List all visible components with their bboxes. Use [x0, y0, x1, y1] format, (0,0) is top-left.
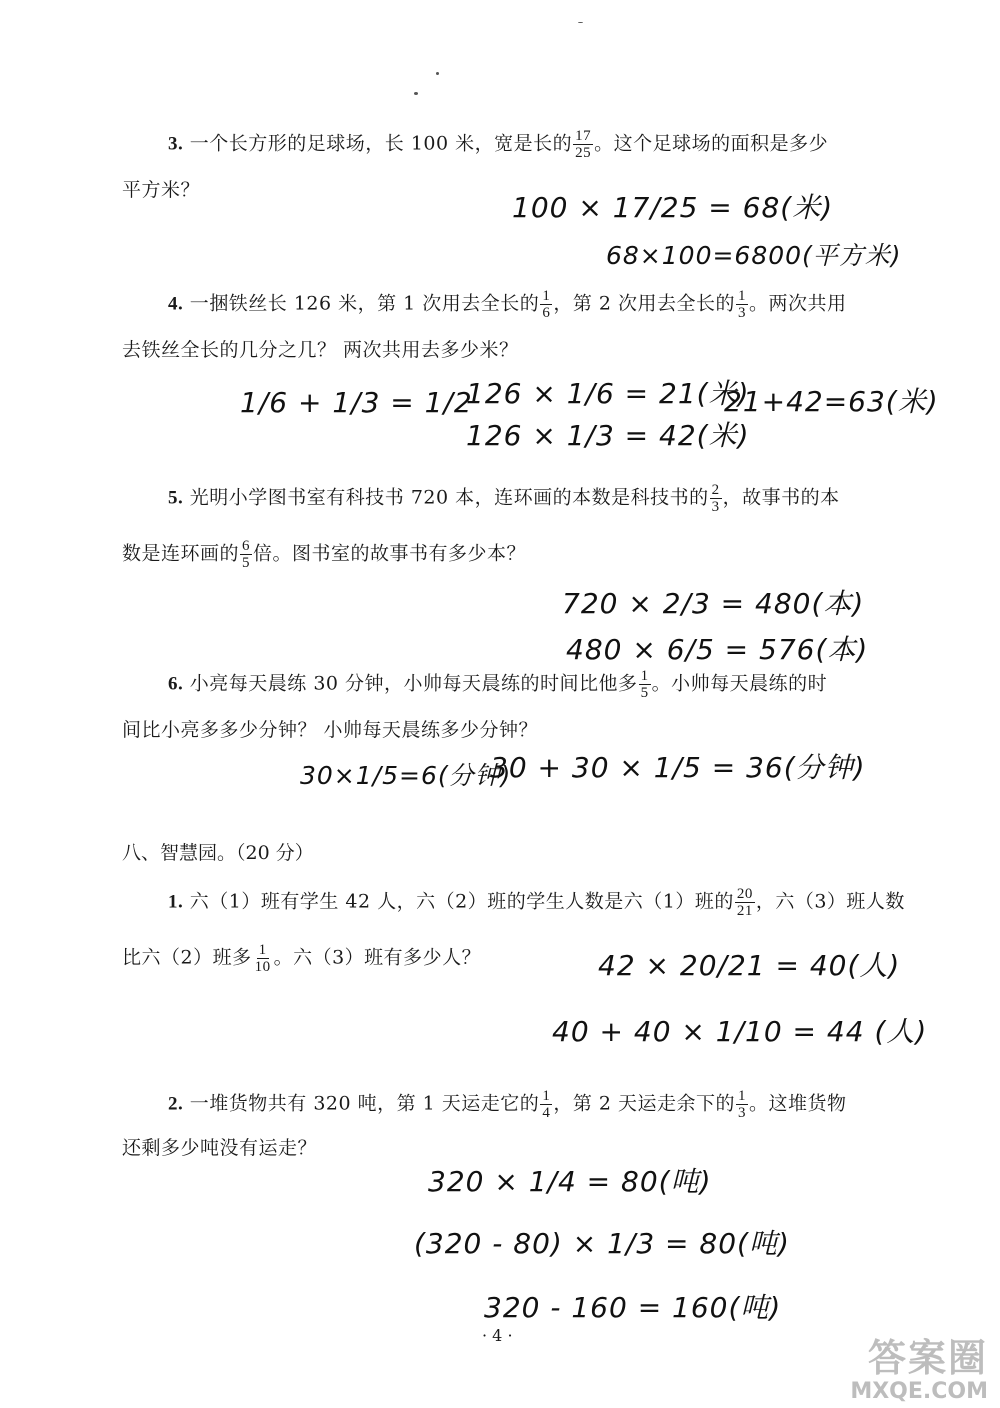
- question-number: 5.: [168, 487, 184, 509]
- handwritten-answer: 100 × 17/25 = 68(米): [512, 191, 834, 224]
- handwritten-answer: 42 × 20/21 = 40(人): [598, 949, 901, 982]
- question-text: 一堆货物共有 320 吨，第 1 天运走它的: [189, 1092, 540, 1115]
- s8q2-line-1: [168, 1088, 847, 1121]
- handwritten-answer: 1/6 + 1/3 = 1/2: [240, 386, 473, 419]
- question-text: 六（1）班有学生 42 人，六（2）班的学生人数是六（1）班的: [189, 890, 734, 913]
- q6-line-2: 间比小亮多多少分钟？ 小帅每天晨练多少分钟？: [122, 719, 539, 741]
- fraction: $\frac{1}{5}$: [640, 668, 649, 701]
- s8q2-line-2: 还剩多少吨没有运走？: [122, 1137, 318, 1159]
- question-text: 倍。图书室的故事书有多少本？: [253, 542, 527, 565]
- fraction: $\frac{1}{10}$: [254, 942, 271, 975]
- question-text: 小亮每天晨练 30 分钟，小帅每天晨练的时间比他多: [189, 672, 638, 695]
- question-text: 。两次共用: [748, 292, 847, 315]
- question-text: ，第 2 次用去全长的: [553, 292, 735, 315]
- question-text: 。这个足球场的面积是多少: [594, 132, 829, 155]
- scan-speck: [578, 22, 583, 23]
- fraction: $\frac{1}{6}$: [542, 288, 551, 321]
- question-text: 。六（3）班有多少人？: [273, 946, 482, 969]
- handwritten-answer: 126 × 1/6 = 21(米): [466, 377, 750, 410]
- q5-line-1: [168, 482, 840, 515]
- question-text: 比六（2）班多: [122, 946, 252, 969]
- fraction: $\frac{1}{4}$: [542, 1088, 551, 1121]
- q4-line-2: 去铁丝全长的几分之几？ 两次共用去多少米？: [122, 339, 519, 361]
- question-number: 4.: [168, 293, 184, 315]
- q3-line-2: 平方米？: [122, 179, 201, 201]
- handwritten-answer: 320 × 1/4 = 80(吨): [428, 1165, 712, 1198]
- question-text: 光明小学图书室有科技书 720 本，连环画的本数是科技书的: [189, 486, 709, 509]
- handwritten-answer: 320 - 160 = 160(吨): [484, 1291, 782, 1324]
- handwritten-answer: 30 + 30 × 1/5 = 36(分钟): [490, 751, 866, 784]
- fraction: $\frac{17}{25}$: [575, 128, 592, 161]
- s8q1-line-1: [168, 886, 905, 919]
- handwritten-answer: 480 × 6/5 = 576(本): [566, 633, 869, 666]
- question-text: ，故事书的本: [722, 486, 840, 509]
- handwritten-answer: (320 - 80) × 1/3 = 80(吨): [414, 1227, 790, 1260]
- scan-speck: [414, 92, 418, 95]
- section-title: 八、智慧园。（20 分）: [122, 842, 314, 864]
- question-text: 。小帅每天晨练的时: [651, 672, 828, 695]
- fraction: $\frac{1}{3}$: [737, 288, 746, 321]
- question-text: ，第 2 天运走余下的: [553, 1092, 735, 1115]
- handwritten-answer: 720 × 2/3 = 480(本): [562, 587, 865, 620]
- question-number: 6.: [168, 673, 184, 695]
- q5-line-2: [122, 538, 526, 571]
- q6-line-1: [168, 668, 827, 701]
- q4-line-1: [168, 288, 847, 321]
- handwritten-answer: 30×1/5=6(分钟): [300, 761, 512, 790]
- fraction: $\frac{1}{3}$: [737, 1088, 746, 1121]
- watermark-url: MXQE.COM: [850, 1379, 988, 1404]
- page-number: · 4 ·: [482, 1326, 513, 1345]
- question-text: 数是连环画的: [122, 542, 240, 565]
- question-text: ，六（3）班人数: [755, 890, 905, 913]
- question-number: 2.: [168, 1093, 184, 1115]
- handwritten-answer: 126 × 1/3 = 42(米): [466, 419, 750, 452]
- question-text: 一捆铁丝长 126 米，第 1 次用去全长的: [189, 292, 540, 315]
- fraction: $\frac{2}{3}$: [711, 482, 720, 515]
- fraction: $\frac{20}{21}$: [736, 886, 753, 919]
- q3-line-1: [168, 128, 828, 161]
- scan-speck: [436, 72, 439, 75]
- handwritten-answer: 21+42=63(米): [724, 385, 939, 418]
- s8q1-line-2: [122, 942, 481, 975]
- watermark-brand: 答案圈: [867, 1336, 988, 1380]
- watermark-logo: [850, 1336, 988, 1404]
- question-text: 一个长方形的足球场，长 100 米，宽是长的: [189, 132, 573, 155]
- question-text: 。这堆货物: [748, 1092, 847, 1115]
- question-number: 1.: [168, 891, 184, 913]
- fraction: $\frac{6}{5}$: [242, 538, 251, 571]
- handwritten-answer: 68×100=6800(平方米): [606, 241, 902, 270]
- handwritten-answer: 40 + 40 × 1/10 = 44 (人): [552, 1015, 928, 1048]
- question-number: 3.: [168, 133, 184, 155]
